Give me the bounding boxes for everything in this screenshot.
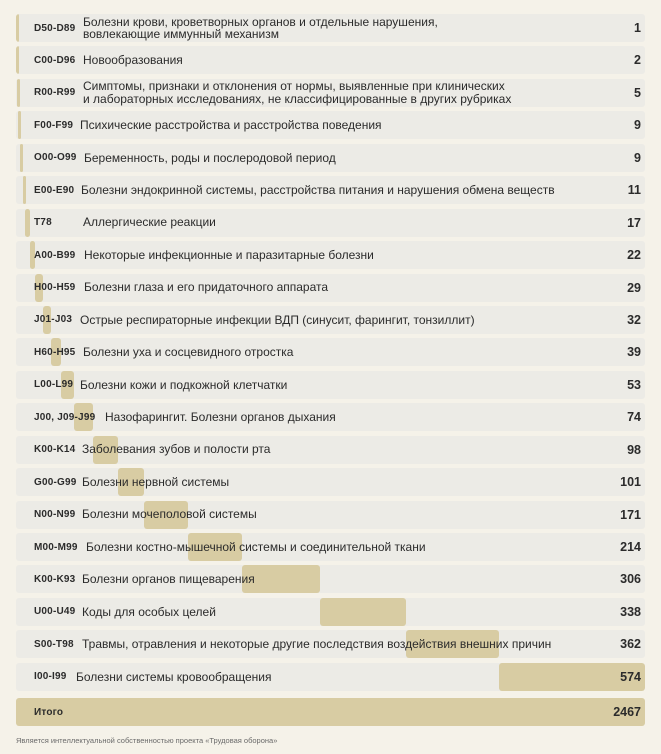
category-value: 362 [620,637,641,652]
category-row [16,403,645,431]
category-value: 2 [634,53,641,68]
icd-code: N00-N99 [34,509,76,521]
category-label: Психические расстройства и расстройства поведения [80,118,382,133]
category-row [16,306,645,334]
category-label: Болезни мочеполовой системы [82,507,257,522]
category-row [16,630,645,658]
icd-code: S00-T98 [34,638,74,650]
icd-code: O00-O99 [34,152,77,164]
icd-code: C00-D96 [34,54,76,66]
category-label: Назофарингит. Болезни органов дыхания [105,410,336,424]
waterfall-chart [16,14,645,695]
category-row [16,144,645,172]
icd-code: T78 [34,217,52,229]
category-label: Беременность, роды и послеродовой период [84,150,336,165]
category-value: 29 [627,280,641,295]
category-value: 1 [634,21,641,35]
icd-code: E00-E90 [34,184,75,196]
category-row [16,565,645,593]
icd-code: L00-L99 [34,379,74,391]
icd-code: D50-D89 [34,22,76,34]
category-value: 214 [620,540,641,554]
category-row [16,371,645,399]
category-row [16,663,645,691]
icd-code: K00-K14 [34,444,76,456]
icd-code: I00-I99 [34,671,67,683]
category-label: Болезни эндокринной системы, расстройства питания и нарушения обмена веществ [81,182,555,197]
category-label: Новообразования [83,53,183,68]
category-label: Симптомы, признаки и отклонения от нормы, выявленные при клинических и лабораторных исследованиях, не классифицированные в других рубриках [83,79,512,106]
category-label: Болезни органов пищеварения [82,572,255,587]
icd-code: R00-R99 [34,87,76,99]
total-value: 2467 [613,705,641,719]
category-label: Болезни костно-мышечной системы и соединительной ткани [86,539,426,554]
category-bar [18,111,21,139]
icd-code: A00-B99 [34,249,76,261]
category-bar [25,209,29,237]
category-row [16,14,645,42]
category-bar [17,79,20,107]
category-row [16,468,645,496]
icd-code: F00-F99 [34,119,74,131]
category-row [16,111,645,139]
total-row [16,698,645,726]
category-row [16,501,645,529]
category-value: 53 [627,377,641,392]
category-bar [16,14,19,42]
category-value: 171 [620,507,641,522]
category-value: 9 [634,118,641,133]
category-value: 32 [627,312,641,327]
category-label: Болезни уха и сосцевидного отростка [83,345,294,360]
category-label: Болезни глаза и его придаточного аппарата [84,280,329,295]
category-value: 5 [634,85,641,100]
category-bar [16,46,19,74]
category-bar [23,176,26,204]
icd-code: M00-M99 [34,541,78,553]
category-value: 74 [627,410,641,425]
copyright-footer: Является интеллектуальной собственностью проекта «Трудовая оборона» [16,736,278,745]
category-row [16,209,645,237]
category-value: 101 [620,475,641,490]
total-label: Итого [34,706,64,718]
icd-code: H00-H59 [34,282,76,293]
category-value: 98 [627,442,641,457]
icd-code: H60-H95 [34,346,76,358]
category-label: Травмы, отравления и некоторые другие последствия воздействия внешних причин [82,637,552,652]
category-value: 17 [627,215,641,230]
category-value: 22 [627,248,641,263]
category-label: Болезни системы кровообращения [76,669,272,684]
icd-code: U00-U49 [34,606,76,618]
category-value: 9 [634,150,641,165]
category-row [16,533,645,561]
category-value: 306 [620,572,641,587]
category-row [16,79,645,107]
icd-code: J01-J03 [34,314,73,326]
category-value: 39 [627,345,641,360]
category-label: Заболевания зубов и полости рта [82,442,271,457]
category-row [16,436,645,464]
category-row [16,46,645,74]
category-label: Некоторые инфекционные и паразитарные болезни [84,247,374,262]
category-label: Болезни крови, кроветворных органов и отдельные нарушения, вовлекающие иммунный механизм [83,14,438,41]
category-row [16,274,645,302]
category-row [16,598,645,626]
category-row [16,338,645,366]
category-row [16,241,645,269]
icd-code: G00-G99 [34,476,77,488]
category-value: 11 [627,183,641,198]
icd-code: J00, J09-J99 [34,411,96,423]
category-label: Коды для особых целей [82,604,216,619]
category-label: Болезни нервной системы [82,474,230,489]
category-value: 574 [620,669,641,684]
icd-code: K00-K93 [34,573,76,585]
category-value: 338 [620,604,641,619]
category-label: Аллергические реакции [83,215,216,230]
category-label: Болезни кожи и подкожной клетчатки [80,377,288,392]
category-row [16,176,645,204]
category-bar [20,144,23,172]
category-label: Острые респираторные инфекции ВДП (синусит, фарингит, тонзиллит) [80,312,475,327]
